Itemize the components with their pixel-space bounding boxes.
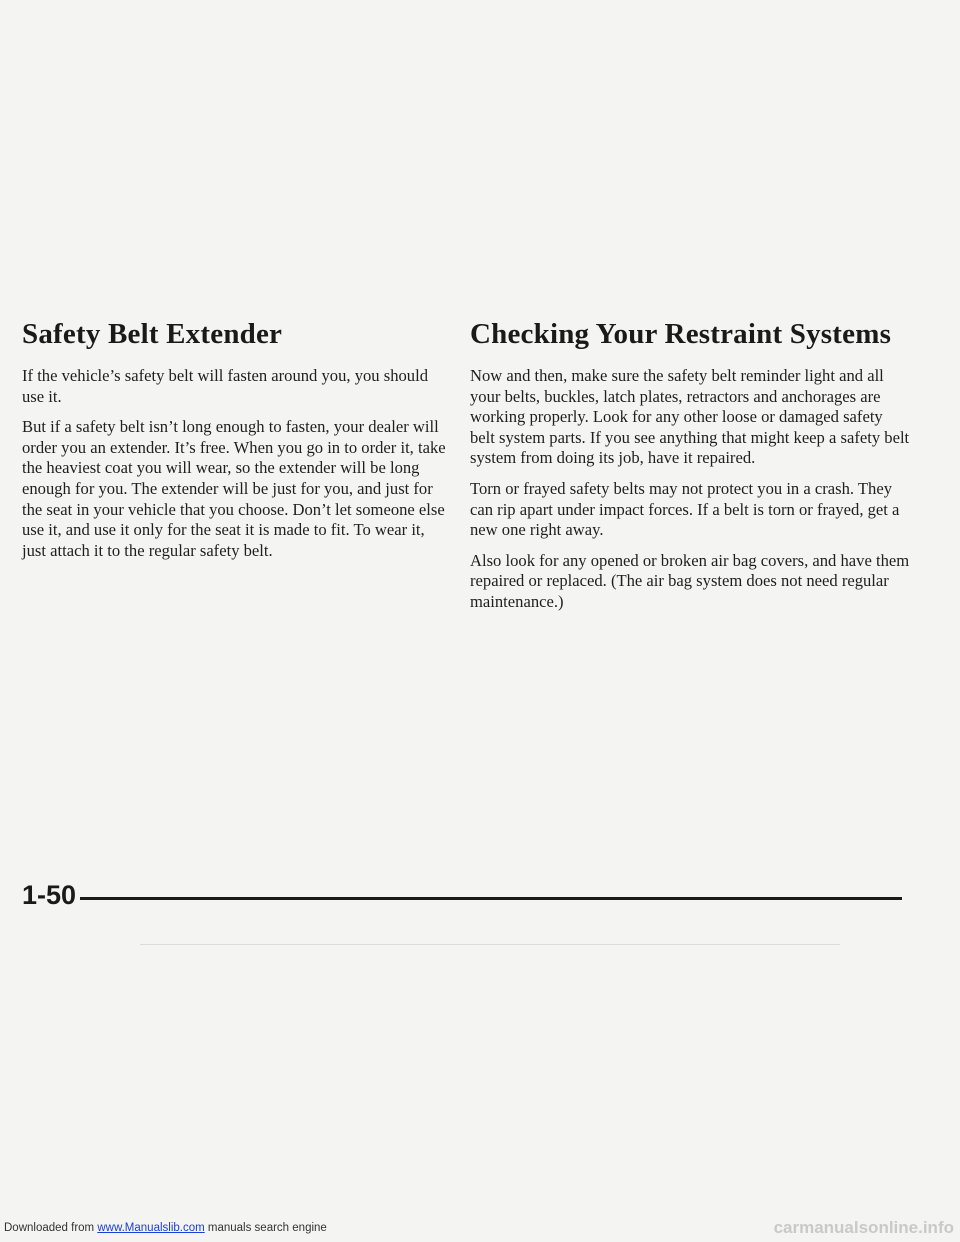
left-column bbox=[22, 318, 452, 571]
faint-divider bbox=[140, 944, 840, 945]
section-heading-checking-restraint-systems: Checking Your Restraint Systems bbox=[470, 318, 892, 350]
download-footer bbox=[4, 1222, 327, 1234]
footer-prefix: Downloaded from bbox=[4, 1222, 98, 1234]
paragraph: But if a safety belt isn’t long enough to fasten, your dealer will order you an extender. It’s free. When you go in to order it, take the heaviest coat you will wear, so the extender will be long enough for you. The extender will be just for you, and just for the seat in your vehicle that you choose. Don’t let someone else use it, and use it only for the seat it is made to fit. To wear it, just attach it to the regular safety belt. bbox=[22, 417, 446, 560]
footer-suffix: manuals search engine bbox=[204, 1222, 327, 1234]
footer-rule bbox=[80, 897, 902, 900]
paragraph: Torn or frayed safety belts may not protect you in a crash. They can rip apart under impact forces. If a belt is torn or frayed, get a new one right away. bbox=[470, 478, 900, 540]
paragraph: Now and then, make sure the safety belt reminder light and all your belts, buckles, latch plates, retractors and anchorages are working properly. Look for any other loose or damaged safety belt system parts. If you see anything that might keep a safety belt system from doing its job, have it repaired. bbox=[470, 366, 910, 468]
paragraph: If the vehicle’s safety belt will fasten around you, you should use it. bbox=[22, 366, 428, 406]
paragraph: Also look for any opened or broken air bag covers, and have them repaired or replaced. (The air bag system does not need regular maintenance.) bbox=[470, 550, 910, 611]
watermark-text: carmanualsonline.info bbox=[773, 1218, 954, 1237]
manualslib-link[interactable]: www.Manualslib.com bbox=[97, 1222, 205, 1234]
section-heading-safety-belt-extender: Safety Belt Extender bbox=[22, 318, 283, 350]
right-column bbox=[470, 318, 910, 623]
page-number: 1-50 bbox=[22, 880, 77, 910]
